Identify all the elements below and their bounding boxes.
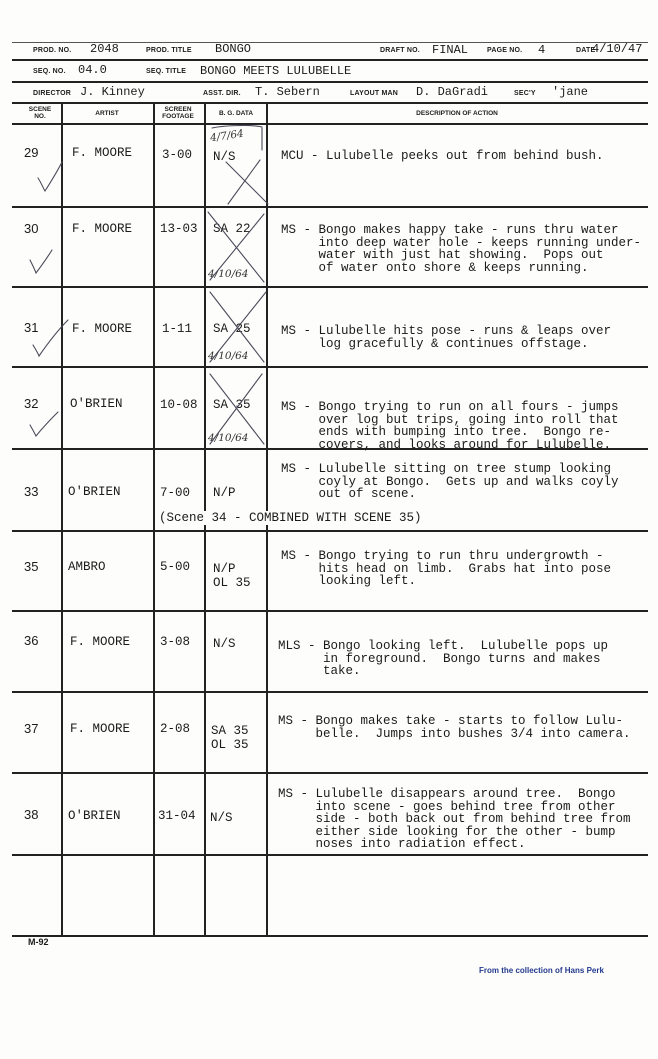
artist-name: F. MOORE	[72, 146, 133, 160]
artist-name: AMBRO	[68, 560, 106, 574]
col-header-scene: SCENE NO.	[28, 106, 52, 120]
screen-footage: 31-04	[158, 809, 196, 823]
layout-man-label: LAYOUT MAN	[350, 90, 399, 97]
scene-number: 36	[24, 633, 39, 648]
action-description: MS - Bongo makes take - starts to follow Lulu- belle. Jumps into bushes 3/4 into camera.	[278, 714, 631, 741]
artist-name: F. MOORE	[70, 635, 131, 649]
layout-man-name: D. DaGradi	[416, 85, 489, 99]
checkmark-icon	[33, 320, 68, 356]
seq-no-label: SEQ. NO.	[33, 68, 66, 75]
scene-number: 29	[24, 145, 39, 160]
draft-no: FINAL	[432, 43, 469, 57]
prod-no-label: PROD. NO.	[33, 47, 72, 54]
handwritten-date: 4/10/64	[208, 432, 249, 444]
action-description: MS - Bongo trying to run on all fours - jumps over log but trips, going into roll that ends with bumping into tree. Bongo re- covers, and looks around for Lulubelle.	[281, 400, 619, 452]
scene-number: 32	[24, 396, 39, 411]
bg-data: SA 35	[213, 398, 251, 412]
screen-footage: 5-00	[160, 560, 191, 574]
bg-data: SA 35 OL 35	[211, 724, 249, 752]
screen-footage: 3-08	[160, 635, 191, 649]
page-no-label: PAGE NO.	[487, 47, 523, 54]
action-description: MS - Lulubelle disappears around tree. Bongo into scene - goes behind tree from other side - both back out from behind tree from either side looking for the other - bump noses into radiation effect.	[278, 787, 631, 851]
scene-number: 38	[24, 807, 39, 822]
prod-title: BONGO	[215, 42, 252, 56]
action-description: MS - Lulubelle hits pose - runs & leaps over log gracefully & continues offstage.	[281, 324, 612, 351]
artist-name: O'BRIEN	[68, 485, 121, 499]
prod-title-label: PROD. TITLE	[146, 47, 192, 54]
director-name: J. Kinney	[80, 85, 145, 99]
collection-credit: From the collection of Hans Perk	[479, 966, 604, 975]
director-label: DIRECTOR	[33, 90, 72, 97]
page-no: 4	[538, 43, 546, 57]
date-label: DATE	[576, 47, 596, 54]
action-description: MLS - Bongo looking left. Lulubelle pops up in foreground. Bongo turns and makes take.	[278, 639, 609, 678]
handwritten-date: 4/7/64	[209, 127, 245, 145]
artist-name: F. MOORE	[72, 322, 133, 336]
checkmark-icon	[30, 250, 52, 273]
handwritten-date: 4/10/64	[208, 350, 249, 362]
bg-data: N/S	[213, 637, 236, 651]
draft-no-label: DRAFT NO.	[380, 47, 420, 54]
handwritten-date: 4/10/64	[208, 268, 249, 280]
screen-footage: 3-00	[162, 148, 193, 162]
secy-name: 'jane	[552, 85, 589, 99]
col-header-description: DESCRIPTION OF ACTION	[416, 110, 498, 117]
artist-name: F. MOORE	[70, 722, 131, 736]
cross-out-icon	[226, 160, 268, 204]
screen-footage: 10-08	[160, 398, 198, 412]
bg-data: SA 22	[213, 222, 251, 236]
cross-out-icon	[210, 374, 264, 444]
screen-footage: 7-00	[160, 486, 191, 500]
artist-name: F. MOORE	[72, 222, 133, 236]
cross-out-icon	[210, 292, 266, 362]
seq-title-label: SEQ. TITLE	[146, 68, 187, 75]
scene-number: 30	[24, 221, 39, 236]
screen-footage: 13-03	[160, 222, 198, 236]
combined-scene-note: (Scene 34 - COMBINED WITH SCENE 35)	[159, 511, 426, 525]
action-description: MS - Bongo makes happy take - runs thru water into deep water hole - keeps running under- water with just hat showing. Pops out of water onto shore & keeps running.	[281, 223, 642, 275]
asst-dir-label: ASST. DIR.	[203, 90, 241, 97]
action-description: MS - Bongo trying to run thru undergrowth - hits head on limb. Grabs hat into pose looking left.	[281, 549, 612, 588]
col-header-footage: SCREEN FOOTAGE	[162, 106, 194, 120]
cross-out-icon	[208, 212, 264, 282]
col-header-artist: ARTIST	[95, 110, 119, 117]
seq-no: 04.0	[78, 63, 107, 77]
screen-footage: 2-08	[160, 722, 191, 736]
bg-data: N/S	[210, 811, 233, 825]
secy-label: SEC'Y	[514, 90, 536, 97]
asst-dir-name: T. Sebern	[255, 85, 320, 99]
form-number: M-92	[28, 937, 49, 947]
scene-number: 35	[24, 559, 39, 574]
scene-number: 37	[24, 721, 39, 736]
prod-no: 2048	[90, 42, 119, 56]
artist-name: O'BRIEN	[68, 809, 121, 823]
bg-data: SA 25	[213, 322, 251, 336]
checkmark-icon	[30, 412, 58, 436]
screen-footage: 1-11	[162, 322, 193, 336]
bg-data: N/S	[213, 150, 236, 164]
scene-number: 31	[24, 320, 39, 335]
artist-name: O'BRIEN	[70, 397, 123, 411]
scene-number: 33	[24, 484, 39, 499]
seq-title: BONGO MEETS LULUBELLE	[200, 64, 352, 78]
col-header-bg-data: B. G. DATA	[218, 110, 254, 117]
bg-data: N/P OL 35	[213, 562, 251, 590]
action-description: MCU - Lulubelle peeks out from behind bush.	[281, 149, 604, 163]
bg-data: N/P	[213, 486, 236, 500]
checkmark-icon	[38, 162, 62, 191]
action-description: MS - Lulubelle sitting on tree stump looking coyly at Bongo. Gets up and walks coyly out of scene.	[281, 462, 619, 501]
date-value: 4/10/47	[592, 42, 643, 56]
